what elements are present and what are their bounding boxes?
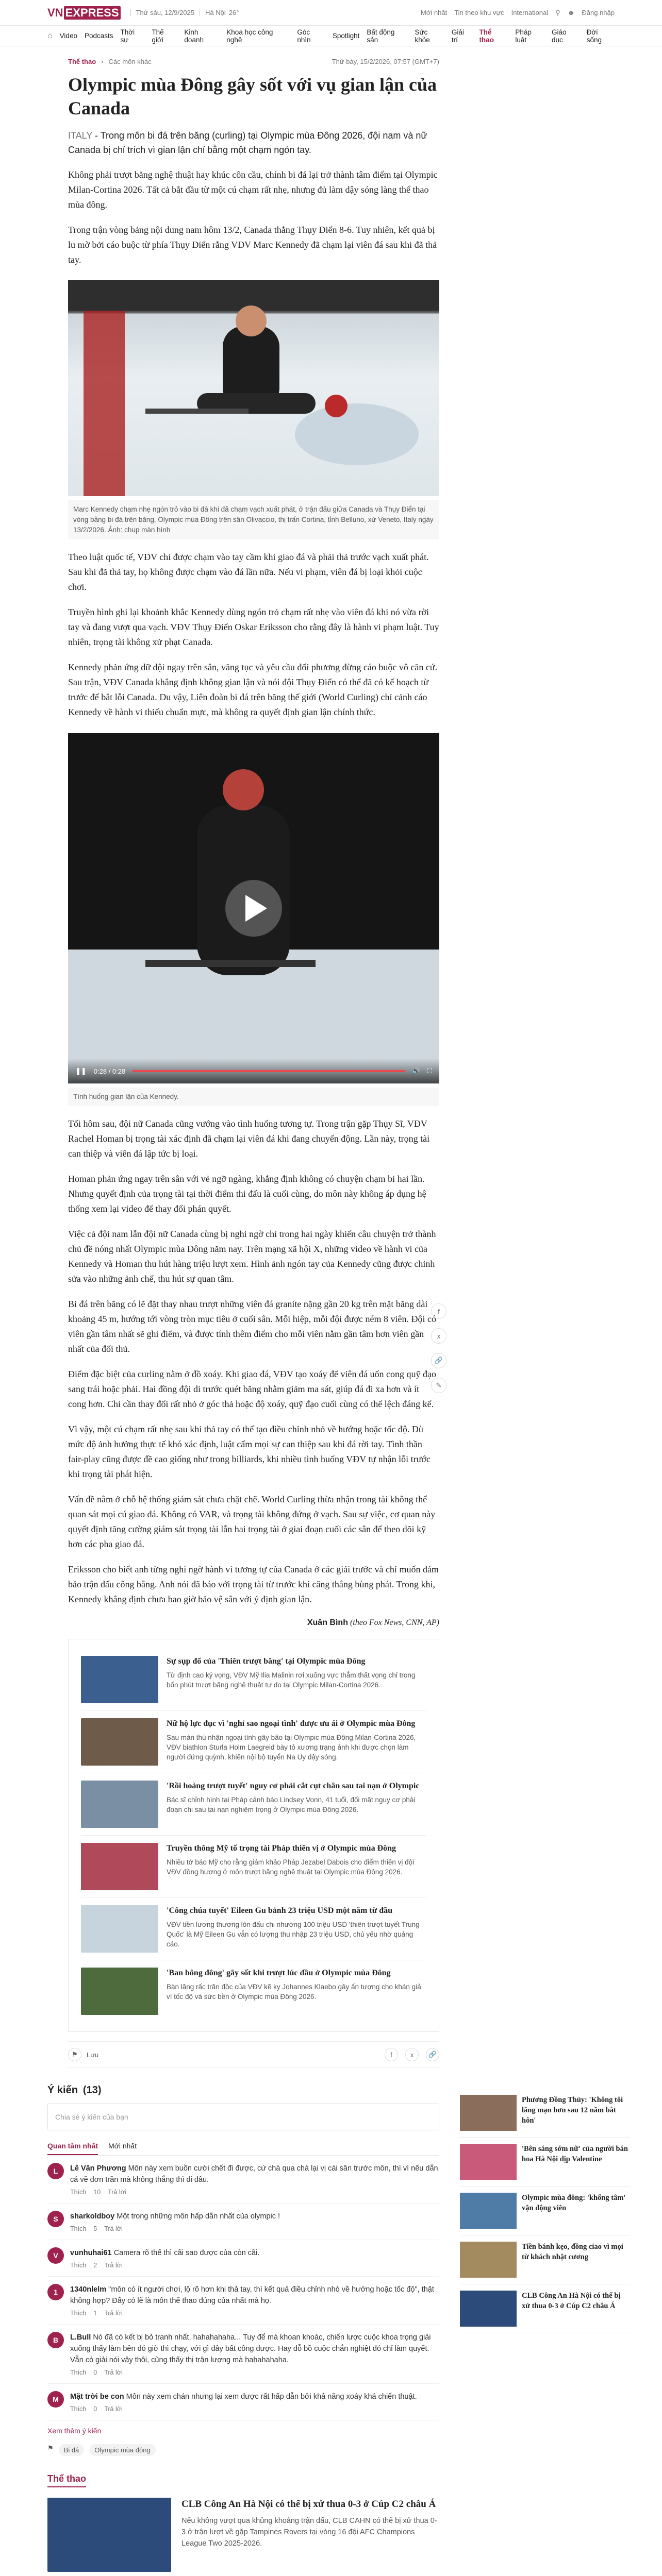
news-title[interactable]: CLB Công An Hà Nội có thể bị xử thua 0-3 ở Cúp C2 châu Á [181, 2499, 436, 2510]
like-button[interactable]: Thích [70, 2225, 87, 2232]
related-thumbnail[interactable] [81, 1656, 158, 1703]
curling-photo [68, 280, 439, 496]
like-count: 1 [93, 2310, 97, 2317]
tag-list [47, 2444, 439, 2456]
tag[interactable]: Bi đá [59, 2444, 85, 2456]
comment-author[interactable]: sharkoldboy [70, 2212, 115, 2221]
avatar: 1 [47, 2284, 64, 2300]
comment [47, 2277, 439, 2325]
reply-button[interactable]: Trả lời [104, 2405, 123, 2413]
reply-button[interactable]: Trả lời [104, 2369, 123, 2376]
related-description: Bàn lăng rấc trăn đồc của VĐV kẽ ky Johannes Klaebo gây ấn tượng cho khán giả vì tốc độ và sức bền ở Olympic mùa Đông 2026. [167, 1983, 421, 2001]
sidebar-item[interactable] [460, 2284, 630, 2333]
avatar: B [47, 2332, 64, 2348]
related-title[interactable]: 'Ban bông đông' gây sốt khi trượt lúc đầu ở Olympic mùa Đông [167, 1969, 391, 1977]
sidebar-thumbnail[interactable] [460, 2291, 517, 2327]
breadcrumb-subcategory[interactable]: Các môn khác [108, 58, 152, 65]
like-count: 5 [93, 2225, 97, 2232]
video-controls [68, 1059, 439, 1083]
comments-section [47, 2084, 439, 2576]
related-text [167, 1843, 426, 1890]
paragraph: Theo luật quốc tế, VĐV chỉ được chạm vào tay cầm khi giao đá và phải thả trước vạch xuất phát. Sau khi đã thả tay, họ không được chạm vào đá lần nữa. Nếu vi phạm, viên đá bị loại khỏi cuộc chơi. [68, 552, 429, 592]
play-button[interactable] [225, 880, 282, 937]
more-comments-link[interactable]: Xem thêm ý kiến [47, 2427, 102, 2435]
like-count: 0 [93, 2405, 97, 2413]
paragraph: Kennedy phản ứng dữ dội ngay trên sân, văng tục và yêu cầu đối phương đừng cáo buộc vô căn cứ. Sau trận, VĐV Canada khẳng định không gian lận và nói đội Thụy Điển có thể đã có kế hoạch từ trước để bắt lỗi Canada. Du vậy, Liên đoàn bi đá trên băng thế giới (World Curling) chỉ cảnh cáo Kennedy về hành vi thiếu chuẩn mực, mà không ra quyết định gian lận chính thức. [68, 662, 438, 717]
user-icon[interactable]: ☻ [567, 9, 575, 16]
logo-part: EXPRESS [64, 6, 121, 20]
comments-header [47, 2084, 439, 2096]
home-icon[interactable]: ⌂ [47, 31, 53, 40]
related-description: Bác sĩ chỉnh hình tại Pháp cảnh báo Lindsey Vonn, 41 tuổi, đối mặt nguy cơ phải đoạn chi sau tai nạn nghiêm trọng ở Olympic mùa Đông 2026. [167, 1796, 416, 1814]
sidebar-title[interactable]: Olympic mùa đông: 'khổng tâm' vận động viên [522, 2194, 626, 2212]
comment-placeholder: Chia sẻ ý kiến của bạn [55, 2113, 128, 2121]
nav-podcasts[interactable]: Podcasts [84, 32, 113, 40]
like-button[interactable]: Thích [70, 2189, 87, 2196]
logo-part: VN [47, 6, 63, 19]
comment-body [70, 2247, 259, 2269]
comment-author[interactable]: L.Bull [70, 2333, 91, 2342]
comment [47, 2204, 439, 2240]
related-text [167, 1656, 426, 1703]
tag[interactable]: Olympic mùa đông [89, 2444, 155, 2456]
related-description: Sau màn thú nhận ngoại tình gây bão tại Olympic mùa Đông Milan-Cortina 2026, VĐV biathlon Sturla Holm Laegreid bày tỏ xương trạng ảnh khi được chọn làm người đứng quỳnh, khiến nội bộ tuyển Na Uy dậy sóng. [167, 1734, 416, 1761]
comment-text [70, 2332, 439, 2366]
related-thumbnail[interactable] [81, 1781, 158, 1828]
comment-author[interactable]: 1340nlelm [70, 2285, 107, 2294]
related-text [167, 1718, 426, 1766]
nav-item[interactable]: Thời sự [120, 28, 135, 44]
pause-icon[interactable]: ❚❚ [75, 1067, 87, 1075]
international-link[interactable]: International [511, 9, 549, 16]
comments-count: (13) [82, 2084, 102, 2096]
related-thumbnail[interactable] [81, 1905, 158, 1953]
nav-item[interactable]: Pháp luật [515, 28, 532, 44]
nav-item[interactable]: Thế giới [152, 28, 164, 44]
related-title[interactable]: Truyền thông Mỹ tố trọng tài Pháp thiên vị ở Olympic mùa Đông [167, 1844, 396, 1853]
facebook-icon[interactable]: f [385, 2048, 398, 2061]
comment-body [70, 2332, 439, 2376]
login-link[interactable]: Đăng nhập [582, 9, 615, 16]
comment-meta [70, 2189, 439, 2196]
save-label[interactable]: Lưu [87, 2050, 99, 2059]
twitter-icon[interactable]: x [431, 1328, 446, 1344]
fullscreen-icon[interactable]: ⛶ [427, 1067, 432, 1075]
sidebar-thumbnail[interactable] [460, 2144, 517, 2180]
avatar: S [47, 2211, 64, 2227]
nav-item[interactable]: Giải trí [451, 28, 464, 44]
publish-date: Thứ bảy, 15/2/2026, 07:57 (GMT+7) [332, 58, 439, 65]
comment [47, 2325, 439, 2384]
sidebar-title[interactable]: 'Bên sáng sớm nữ' của người bán hoa Hà Nội dịp Valentine [522, 2145, 628, 2163]
avatar: M [47, 2391, 64, 2408]
author-line [68, 1618, 439, 1628]
paragraph: Truyền hình ghi lại khoảnh khắc Kennedy dùng ngón trỏ chạm rất nhẹ vào viên đá khi nó vừa rời tay và đang vượt qua vạch. VĐV Thụy Điển Oskar Eriksson cho rằng đây là hành vi phạm luật. Tuy nhiên, trọng tài không xử phạt Canada. [68, 607, 439, 647]
article-image[interactable] [68, 280, 439, 496]
comment-meta [70, 2369, 439, 2376]
like-count: 0 [93, 2369, 97, 2376]
nav-item[interactable]: Sức khỏe [415, 28, 430, 44]
comment-meta [70, 2262, 259, 2269]
lower-section [0, 2068, 662, 2576]
news-item[interactable] [47, 2487, 439, 2576]
latest-link[interactable]: Mới nhất [421, 9, 448, 16]
sidebar-item[interactable] [460, 2187, 630, 2235]
paragraph: Vì vậy, một cú chạm rất nhẹ sau khi thả tay có thể tạo điều chỉnh nhỏ về hướng hoặc tốc độ. Dù mức độ ảnh hưởng thực tế khó xác định, luật cấm mọi sự can thiệp sau khi đá rời tay. Tình thần fair-play cũng được đề cao giống như trong billiards, khi nhiều tình huống VĐV tự nhận lỗi trước khi trọng tài phát hiện. [68, 1424, 431, 1479]
comment-meta [70, 2405, 417, 2413]
comment-tabs [47, 2138, 439, 2156]
sidebar-list [460, 2089, 630, 2576]
nav-item[interactable]: Bất động sản [367, 28, 395, 44]
comment-content: Nó đã có kết bị bỏ tranh nhất, hahahahaha... Tuy để mà khoan khoác, chiến lược cuộc khoa trọng giải xuống thấy làm bên đó giờ thì chạy, với gì đây bất công được. Hay dỗ bồ cuộc chắn nghiệt đó chỉ làm quyết. Vẫn có giải nói vậy thôi, cũng thấy thị trận lượng mà hahahahaha. [70, 2333, 431, 2364]
nav-item[interactable]: Khoa học công nghệ [226, 28, 273, 44]
comment-text [70, 2391, 417, 2402]
video-time: 0:28 / 0:28 [93, 1067, 126, 1075]
like-button[interactable]: Thích [70, 2262, 87, 2269]
author-source: (theo Fox News, CNN, AP) [350, 1618, 439, 1627]
region-link[interactable]: Tin theo khu vực [454, 9, 504, 16]
news-description: Nếu không vượt qua khủng khoảng trận đấu, CLB CAHN có thể bị xử thua 0-3 ở trận lượt về gặp Tampines Rovers tại vòng 16 đội AFC Champions League Two 2025-2026. [181, 2517, 437, 2548]
current-date: Thứ sáu, 12/9/2025 [136, 9, 195, 16]
twitter-icon[interactable]: x [405, 2048, 419, 2061]
like-count: 2 [93, 2262, 97, 2269]
related-description: Nhiều tờ báo Mỹ cho rằng giám khảo Pháp Jezabel Dabois cho điểm thiên vị đội VĐV đồng hương ở môn trượt băng nghệ thuật tại Olympic mùa Đông 2026. [167, 1858, 415, 1876]
article-title: Olympic mùa Đông gây sốt với vụ gian lận của Canada [68, 74, 437, 118]
reply-button[interactable]: Trả lời [104, 2262, 123, 2269]
lead-location: ITALY [68, 130, 93, 141]
city-name[interactable]: Hà Nội [205, 9, 226, 16]
comment-meta [70, 2310, 439, 2317]
comment-content: Một trong những môn hấp dẫn nhất của olympic ! [117, 2212, 280, 2221]
breadcrumb [68, 58, 439, 65]
related-box [68, 1639, 439, 2032]
page-body [0, 46, 662, 2068]
comment-icon[interactable]: ✎ [431, 1378, 446, 1393]
related-item[interactable] [81, 1773, 426, 1836]
paragraph: Homan phản ứng ngay trên sân với vẻ ngỡ ngàng, khẳng định không có chuyện chạm bi hai lần. Nhưng quyết định của trọng tài tại thời điểm thi đấu là cuối cùng, do môn này không áp dụng hệ thống xem lại video để thay đổi phán quyết. [68, 1174, 426, 1214]
paragraph: Tối hôm sau, đội nữ Canada cũng vướng vào tình huống tương tự. Trong trận gặp Thụy Sĩ, VĐV Rachel Homan bị trọng tài xác định đã chạm lại viên đá khi đang chuyển động. Lần này, trọng tài can thiệp và viên đá lập tức bị loại. [68, 1118, 430, 1159]
related-text [167, 1781, 426, 1828]
nav-item[interactable]: Spotlight [332, 32, 360, 40]
related-description: VĐV tiền lương thương lòn đấu chi nhường 100 triệu USD 'thiên trượt tuyết Trung Quốc' là Mỹ Eileen Gu vẫn có lượng thu nhập 23 triệu USD, chủ yếu nhờ quảng cáo. [167, 1921, 420, 1948]
comment-author[interactable]: vunhuhai61 [70, 2249, 112, 2257]
related-item[interactable] [81, 1898, 426, 1960]
link-icon[interactable]: 🔗 [431, 1353, 446, 1368]
reply-button[interactable]: Trả lời [104, 2310, 123, 2317]
related-title[interactable]: 'Rồi hoàng trượt tuyết' nguy cơ phải cắt cụt chân sau tai nạn ở Olympic [167, 1782, 420, 1790]
facebook-icon[interactable]: f [431, 1303, 446, 1319]
related-thumbnail[interactable] [81, 1718, 158, 1766]
tab-top-comments[interactable]: Quan tâm nhất [47, 2138, 98, 2155]
paragraph: Trong trận vòng bảng nội dung nam hôm 13/2, Canada thắng Thụy Điển 8-6. Tuy nhiên, kết quả bị lu mờ bởi cáo buộc từ phía Thụy Điển rằng VĐV Marc Kennedy đã chạm lại viên đá sau khi đã thả tay. [68, 225, 437, 265]
related-item[interactable] [81, 1649, 426, 1711]
sidebar-thumbnail[interactable] [460, 2095, 517, 2131]
related-title[interactable]: Sự sụp đổ của 'Thiên trượt băng' tại Olympic mùa Đông [167, 1657, 366, 1666]
nav-video[interactable]: Video [59, 32, 77, 40]
author-name: Xuân Bình [307, 1618, 348, 1627]
share-icons [385, 2048, 439, 2061]
comment-text [70, 2163, 439, 2185]
comment-text [70, 2284, 439, 2307]
sidebar-item[interactable] [460, 2235, 630, 2284]
volume-icon[interactable]: 🔊 [411, 1067, 420, 1075]
nav-item[interactable]: Thể thao [479, 28, 494, 44]
comment-text [70, 2247, 259, 2259]
main-nav [0, 26, 662, 46]
breadcrumb-category[interactable]: Thể thao [68, 58, 96, 65]
share-bar [68, 2041, 439, 2068]
tab-newest-comments[interactable]: Mới nhất [108, 2142, 137, 2150]
sidebar-title[interactable]: Phương Đồng Thủy: 'Không tôi lăng mạn hơn sau 12 năm bắt hôn' [522, 2096, 623, 2125]
sidebar-title[interactable]: CLB Công An Hà Nội có thể bị xử thua 0-3 ở Cúp C2 châu Á [522, 2292, 621, 2310]
comment-body [70, 2163, 439, 2196]
article [68, 46, 439, 2068]
sidebar-thumbnail[interactable] [460, 2242, 517, 2278]
nav-item[interactable]: Đời sống [586, 28, 602, 44]
floating-share [431, 1303, 446, 1393]
paragraph: Bi đá trên băng có lẽ đặt thay nhau trượt những viên đá granite nặng gần 20 kg trên mặt băng dài khoảng 45 m, hướng tới vòng tròn mục tiêu ở cuối sân. Mỗi hiệp, mỗi đội được ném 8 viên. Đội có viên gần tâm nhất sẽ ghi điểm, và được tính thêm điểm cho mỗi viên nằm gần tâm hơn viên gần nhất của đối thủ. [68, 1299, 436, 1354]
nav-item[interactable]: Kinh doanh [184, 28, 204, 44]
comment-content: "môn có ít người chơi, lộ rõ hơn khi thả tay, thì kết quả điều chỉnh nhỏ về hướng hoặc tốc độ", thật không hợp? Đấy có lẽ là môn thể thao đúng của nhất mà họ. [70, 2285, 434, 2305]
video-caption: Tình huống gian lận của Kennedy. [68, 1088, 439, 1106]
related-thumbnail[interactable] [81, 1968, 158, 2015]
related-description: Từ định cao kỷ vọng, VĐV Mỹ Ilia Malinin rơi xuống vực thẳm thất vọng chỉ trong bốn phút trượt băng nghệ thuật tự do tại Olympic Milan-Cortina 2026. [167, 1671, 416, 1689]
paragraph: Điểm đặc biệt của curling nằm ở đồ xoáy. Khi giao đá, VĐV tạo xoáy để viên đá uốn cong quỹ đạo sang trái hoặc phải. Hai đồng đội di trước quét băng nhằm giảm ma sát, giúp đá đi xa hơn và ít cong hơn. Chỉ cần thay đổi rất nhỏ ở góc thả hoặc độ xoáy, quỹ đạo cuối cùng có thể lệch đáng kể. [68, 1369, 437, 1409]
comment-body [70, 2391, 417, 2413]
video-progress[interactable] [133, 1070, 404, 1072]
tag-icon: ⚑ [47, 2444, 54, 2452]
comment-author[interactable]: Mặt trời be con [70, 2393, 124, 2401]
news-text [181, 2498, 439, 2572]
comment [47, 2384, 439, 2420]
sidebar-thumbnail[interactable] [460, 2193, 517, 2229]
sidebar-title[interactable]: Tiền bánh kẹo, đồng ciao vì mọi từ khách nhật cương [522, 2243, 623, 2261]
nav-item[interactable]: Góc nhìn [297, 28, 311, 44]
paragraph: Eriksson cho biết anh từng nghi ngờ hành vi tương tự của Canada ở các giải trước và chỉ muốn đảm bảo trận đấu công bằng. Anh nói đã báo với trọng tài từ trước khi căng thẳng bùng phát. Trong khi, Kennedy khẳng định chưa bao giờ bảo vệ sân với ý định gian lận. [68, 1564, 439, 1604]
search-icon[interactable]: ⚲ [555, 8, 560, 16]
like-button[interactable]: Thích [70, 2310, 87, 2317]
breadcrumb-separator: › [101, 58, 104, 65]
comment-content: Môn này xem chán nhưng lại xem được rất hấp dẫn bởi khả năng xoáy khá chiến thuật. [126, 2393, 417, 2401]
news-thumbnail[interactable] [47, 2498, 171, 2572]
sidebar-item[interactable] [460, 2138, 630, 2187]
comment-body [70, 2211, 280, 2232]
news-list [47, 2487, 439, 2576]
video-player[interactable] [68, 733, 439, 1083]
top-bar [0, 0, 662, 26]
related-text [167, 1905, 426, 1953]
related-item[interactable] [81, 1960, 426, 2022]
lead-text: Trong môn bi đá trên băng (curling) tại Olympic mùa Đông 2026, đội nam và nữ Canada bị chỉ trích vì gian lận chỉ bằng một chạm ngón tay. [68, 130, 427, 155]
bookmark-icon[interactable]: ⚑ [68, 2048, 81, 2061]
comment-meta [70, 2225, 280, 2232]
comment-content: Môn này xem buồn cười chết đi được, cứ chà qua chà lại vị cái sân trước môn, thì vì nếu dẫn cá về đơn trần mà không thắng thì đi đâu. [70, 2164, 438, 2184]
like-button[interactable]: Thích [70, 2369, 87, 2376]
reply-button[interactable]: Trả lời [108, 2189, 126, 2196]
comment [47, 2156, 439, 2204]
link-icon[interactable]: 🔗 [426, 2048, 439, 2061]
temperature: 26° [228, 9, 239, 16]
comment-input[interactable] [47, 2104, 439, 2130]
section-title[interactable]: Thể thao [47, 2473, 86, 2487]
comment-content: Camera rõ thế thì cãi sao được của còn cãi. [113, 2249, 260, 2257]
related-text [167, 1968, 426, 2015]
site-logo[interactable] [47, 6, 121, 20]
divider [130, 9, 131, 16]
right-column [434, 46, 615, 2068]
related-item[interactable] [81, 1836, 426, 1898]
paragraph: Không phải trượt băng nghệ thuật hay khúc côn cầu, chính bi đá lại trở thành tâm điểm tại Olympic Milan-Cortina 2026. Tất cả bắt đầu từ một cú chạm rất nhẹ, nhưng đủ làm dậy sóng làng thể thao mùa đông. [68, 170, 438, 210]
like-button[interactable]: Thích [70, 2405, 87, 2413]
related-item[interactable] [81, 1711, 426, 1773]
related-title[interactable]: 'Công chúa tuyết' Eileen Gu bảnh 23 triệu USD một năm từ đầu [167, 1906, 393, 1915]
avatar: L [47, 2163, 64, 2179]
comment [47, 2240, 439, 2277]
nav-item[interactable]: Giáo dục [552, 28, 567, 44]
top-actions [421, 9, 615, 17]
comment-author[interactable]: Lê Văn Phương [70, 2164, 126, 2173]
paragraph: Vấn đề nằm ở chỗ hệ thống giám sát chưa chặt chẽ. World Curling thừa nhận trong tài không thể quan sát mọi cú giao đá. Không có VAR, và trọng tài không đứng ở vạch. Sau sự việc, cơ quan này quyết định tăng cường giám sát trọng tài lẫn hai trọng tài ở giai đoạn cuối các sân để theo dõi kỹ hơn các pha giao đá. [68, 1494, 436, 1549]
article-lead: ITALY - Trong môn bi đá trên băng (curling) tại Olympic mùa Đông 2026, đội nam và nữ Canada bị chỉ trích vì gian lận chỉ bằng một chạm ngón tay. [68, 130, 427, 155]
image-caption: Marc Kennedy chạm nhẹ ngón trỏ vào bi đá khi đã chạm vạch xuất phát, ở trận đấu giữa Canada và Thụy Điển tại vòng bảng bi đá trên băng, Olympic mùa Đông trên sân Olivaccio, thị trấn Cortina, tỉnh Belluno, xứ Veneto, Italy ngày 13/2/2026. Ảnh: chụp màn hình [68, 500, 439, 539]
related-thumbnail[interactable] [81, 1843, 158, 1890]
paragraph: Việc cả đội nam lẫn đội nữ Canada cùng bị nghi ngờ chỉ trong hai ngày khiến câu chuyện trở thành chủ đề nóng nhất Olympic mùa Đông năm nay. Trên mạng xã hội X, những video về hành vi của Kennedy và Homan thu hút hàng triệu lượt xem. Hình ảnh ngón tay của Kennedy cũng được chỉnh sửa vào những ảnh chế, thu hút sự quan tâm. [68, 1229, 436, 1284]
reply-button[interactable]: Trả lời [104, 2225, 123, 2232]
related-title[interactable]: Nữ hộ lực đục vì 'nghỉ sao ngoại tình' được ưu ái ở Olympic mùa Đông [167, 1719, 416, 1728]
avatar: V [47, 2247, 64, 2264]
comment-body [70, 2284, 439, 2317]
like-count: 10 [93, 2189, 101, 2196]
sidebar-item[interactable] [460, 2089, 630, 2138]
comment-list [47, 2156, 439, 2420]
comment-text [70, 2211, 280, 2222]
comments-title: Ý kiến [47, 2084, 78, 2096]
